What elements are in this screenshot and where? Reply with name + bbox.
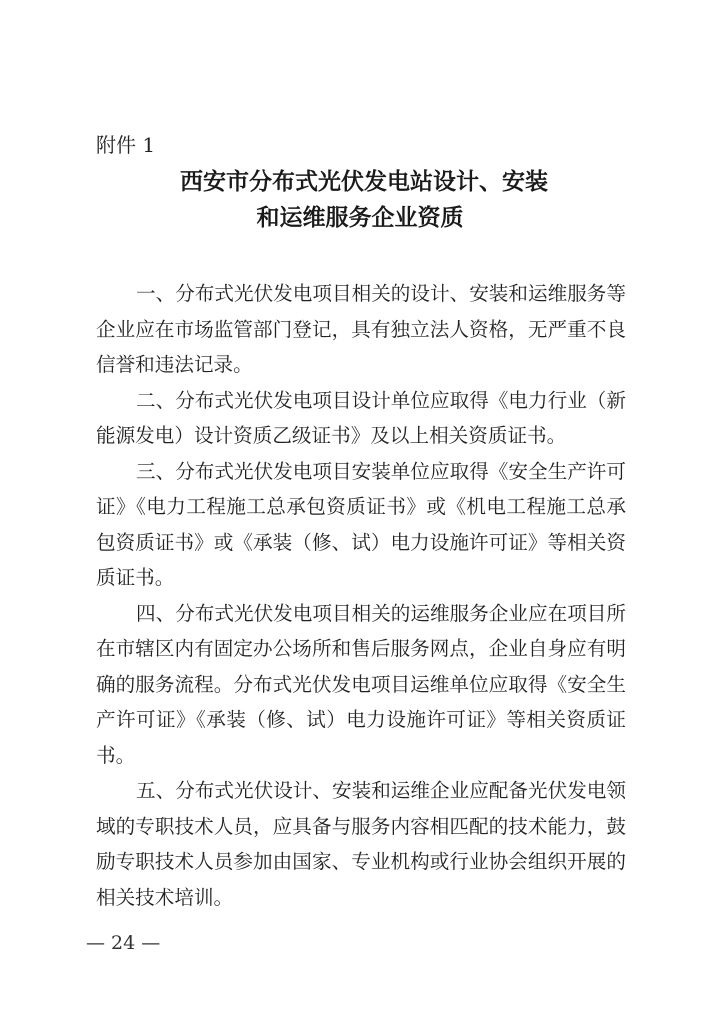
document-body: [96, 276, 626, 915]
paragraph-3: 三、分布式光伏发电项目安装单位应取得《安全生产许可证》《电力工程施工总承包资质证书》或《机电工程施工总承包资质证书》或《承装（修、试）电力设施许可证》等相关资质证书。: [96, 459, 626, 589]
document-title-line-1: 西安市分布式光伏发电站设计、安装: [180, 168, 548, 195]
attachment-label: 附件 1: [96, 133, 156, 157]
paragraph-1: 一、分布式光伏发电项目相关的设计、安装和运维服务等企业应在市场监管部门登记，具有独立法人资格，无严重不良信誉和违法记录。: [96, 282, 626, 376]
paragraph-4: 四、分布式光伏发电项目相关的运维服务企业应在项目所在市辖区内有固定办公场所和售后服务网点，企业自身应有明确的服务流程。分布式光伏发电项目运维单位应取得《安全生产许可证》《承装（修、试）电力设施许可证》等相关资质证书。: [96, 601, 626, 767]
document-title-line-2: 和运维服务企业资质: [256, 204, 464, 231]
paragraph-2: 二、分布式光伏发电项目设计单位应取得《电力行业（新能源发电）设计资质乙级证书》及以上相关资质证书。: [96, 388, 626, 447]
paragraph-5: 五、分布式光伏设计、安装和运维企业应配备光伏发电领域的专职技术人员，应具备与服务内容相匹配的技术能力，鼓励专职技术人员参加由国家、专业机构或行业协会组织开展的相关技术培训。: [96, 779, 626, 909]
page-number: — 24 —: [86, 932, 161, 954]
